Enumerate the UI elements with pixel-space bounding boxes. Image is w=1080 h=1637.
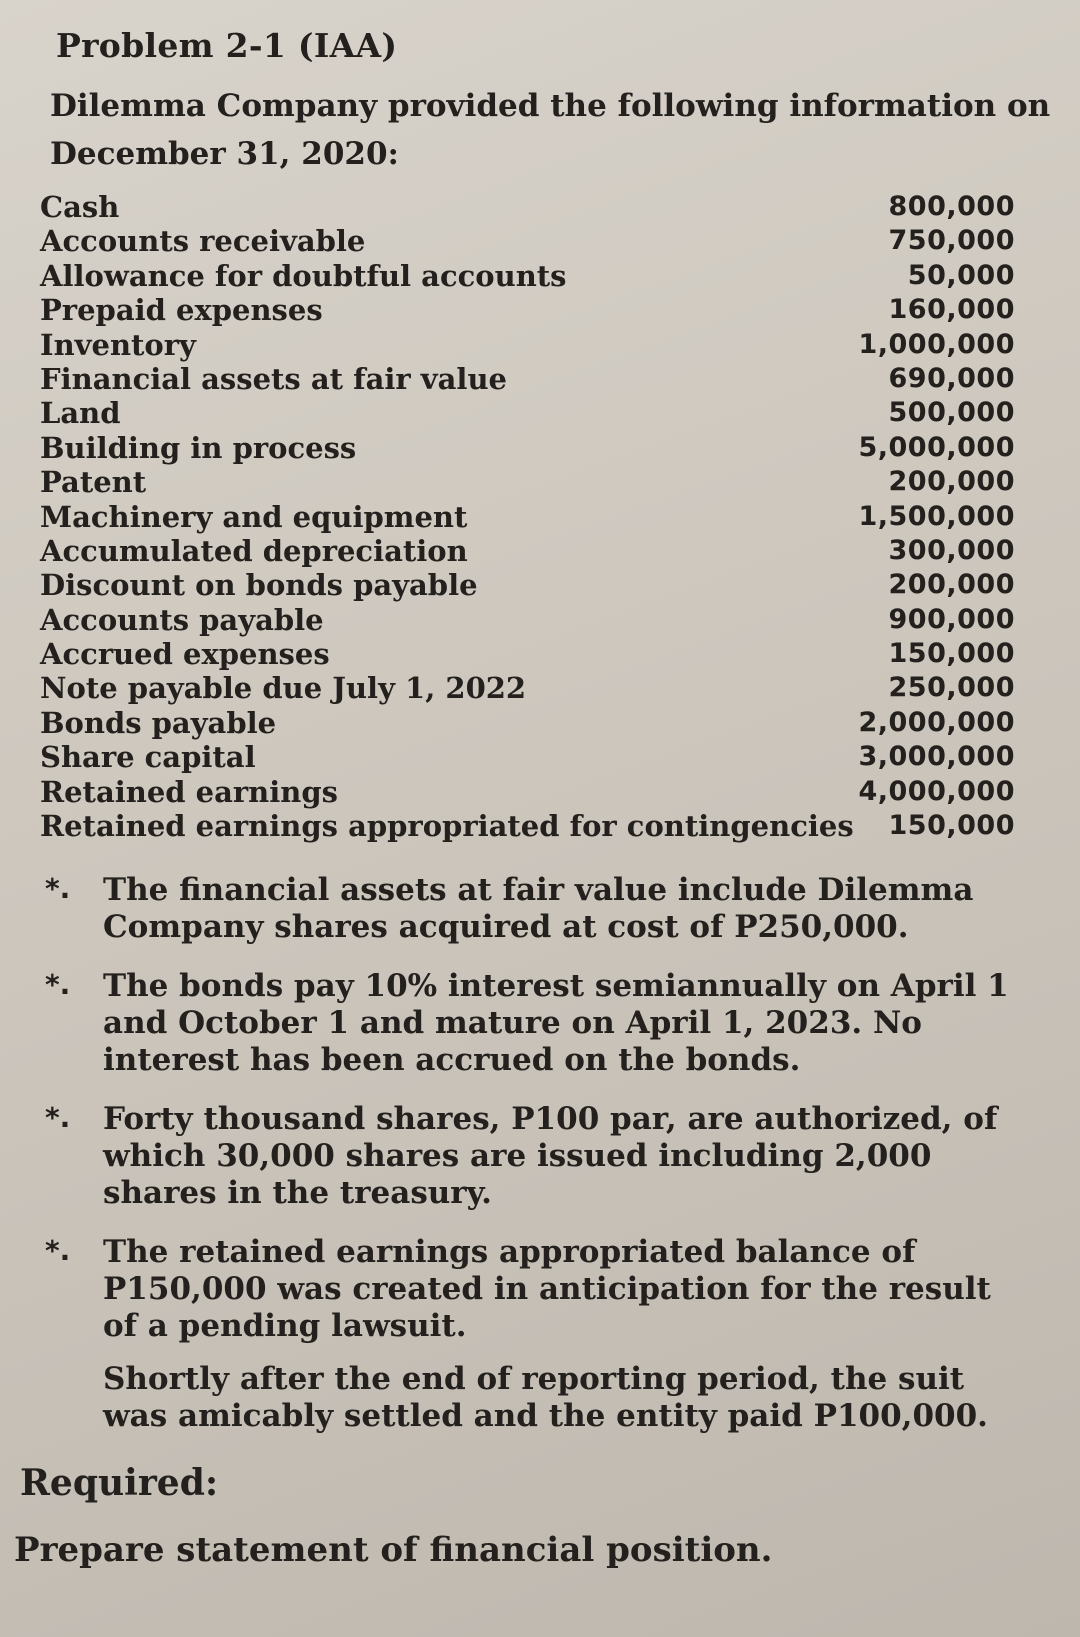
account-amount: 150,000 bbox=[888, 638, 1015, 670]
account-amount: 300,000 bbox=[888, 534, 1015, 566]
account-label: Financial assets at fair value bbox=[40, 361, 507, 396]
ledger-row bbox=[40, 362, 1015, 396]
note-text: The retained earnings appropriated balance of P150,000 was created in anticipation for the result of a pending lawsuit. bbox=[103, 1234, 991, 1344]
ledger-row bbox=[40, 190, 1015, 224]
account-label: Bonds payable bbox=[40, 705, 277, 740]
account-amount: 200,000 bbox=[888, 466, 1015, 498]
ledger-row bbox=[40, 431, 1015, 465]
account-amount: 5,000,000 bbox=[858, 431, 1015, 463]
note-item bbox=[45, 872, 1030, 946]
account-amount: 1,000,000 bbox=[858, 328, 1015, 360]
ledger-row bbox=[40, 775, 1015, 809]
account-amount: 690,000 bbox=[888, 362, 1015, 394]
account-amount: 1,500,000 bbox=[858, 500, 1015, 532]
ledger-row bbox=[40, 534, 1015, 568]
ledger-row bbox=[40, 224, 1015, 258]
ledger-row bbox=[40, 259, 1015, 293]
account-label: Accounts payable bbox=[40, 602, 324, 637]
problem-title: Problem 2-1 (IAA) bbox=[56, 26, 398, 65]
account-label: Allowance for doubtful accounts bbox=[40, 258, 567, 293]
bullet-marker: *. bbox=[45, 1101, 71, 1134]
note-text: The bonds pay 10% interest semiannually on April 1 and October 1 and mature on April 1, 2023. No interest has been accrued on the bonds. bbox=[103, 968, 1009, 1078]
note-item bbox=[45, 968, 1030, 1079]
account-amount: 250,000 bbox=[888, 672, 1015, 704]
note-item bbox=[45, 1234, 1030, 1435]
ledger-row bbox=[40, 465, 1015, 499]
account-label: Machinery and equipment bbox=[40, 499, 468, 534]
ledger-row bbox=[40, 740, 1015, 774]
account-label: Accumulated depreciation bbox=[40, 533, 468, 568]
intro-line-1: Dilemma Company provided the following information on bbox=[50, 88, 1051, 124]
account-label: Share capital bbox=[40, 740, 256, 775]
account-label: Accounts receivable bbox=[40, 224, 366, 259]
account-label: Patent bbox=[40, 465, 147, 500]
account-label: Building in process bbox=[40, 430, 357, 465]
problem-notes bbox=[45, 872, 1030, 1457]
ledger-row bbox=[40, 671, 1015, 705]
note-item bbox=[45, 1101, 1030, 1212]
account-label: Discount on bonds payable bbox=[40, 568, 478, 603]
ledger-row bbox=[40, 637, 1015, 671]
account-amount: 150,000 bbox=[888, 810, 1015, 842]
ledger-row bbox=[40, 568, 1015, 602]
instruction-text: Prepare statement of financial position. bbox=[14, 1530, 773, 1570]
intro-line-2: December 31, 2020: bbox=[50, 136, 399, 172]
ledger-row bbox=[40, 293, 1015, 327]
account-amount: 3,000,000 bbox=[858, 741, 1015, 773]
account-label: Retained earnings bbox=[40, 774, 338, 809]
account-amount: 2,000,000 bbox=[858, 706, 1015, 738]
bullet-marker: *. bbox=[45, 968, 71, 1001]
account-balances-list bbox=[40, 190, 1015, 843]
note-text: The financial assets at fair value include Dilemma Company shares acquired at cost of P250,000. bbox=[103, 872, 974, 945]
ledger-row bbox=[40, 706, 1015, 740]
account-label: Note payable due July 1, 2022 bbox=[40, 671, 527, 706]
account-label: Accrued expenses bbox=[40, 637, 330, 672]
account-amount: 750,000 bbox=[888, 225, 1015, 257]
ledger-row bbox=[40, 328, 1015, 362]
ledger-row bbox=[40, 500, 1015, 534]
ledger-row bbox=[40, 603, 1015, 637]
required-heading: Required: bbox=[20, 1462, 219, 1504]
account-amount: 900,000 bbox=[888, 603, 1015, 635]
account-amount: 800,000 bbox=[888, 191, 1015, 222]
account-label: Cash bbox=[40, 190, 120, 224]
bullet-marker: *. bbox=[45, 1234, 71, 1267]
account-amount: 4,000,000 bbox=[858, 775, 1015, 807]
account-amount: 50,000 bbox=[907, 259, 1015, 291]
ledger-row bbox=[40, 809, 1015, 843]
account-label: Inventory bbox=[40, 327, 196, 362]
account-amount: 500,000 bbox=[888, 397, 1015, 429]
note-text-continued: Shortly after the end of reporting period, the suit was amicably settled and the entity paid P100,000. bbox=[103, 1361, 988, 1434]
account-label: Prepaid expenses bbox=[40, 293, 323, 328]
account-amount: 200,000 bbox=[888, 569, 1015, 601]
account-label: Retained earnings appropriated for contingencies bbox=[40, 809, 854, 844]
account-amount: 160,000 bbox=[888, 294, 1015, 326]
ledger-row bbox=[40, 396, 1015, 430]
note-text: Forty thousand shares, P100 par, are authorized, of which 30,000 shares are issued including 2,000 shares in the treasury. bbox=[103, 1101, 998, 1211]
account-label: Land bbox=[40, 396, 121, 431]
problem-intro bbox=[50, 82, 1051, 178]
bullet-marker: *. bbox=[45, 872, 71, 905]
